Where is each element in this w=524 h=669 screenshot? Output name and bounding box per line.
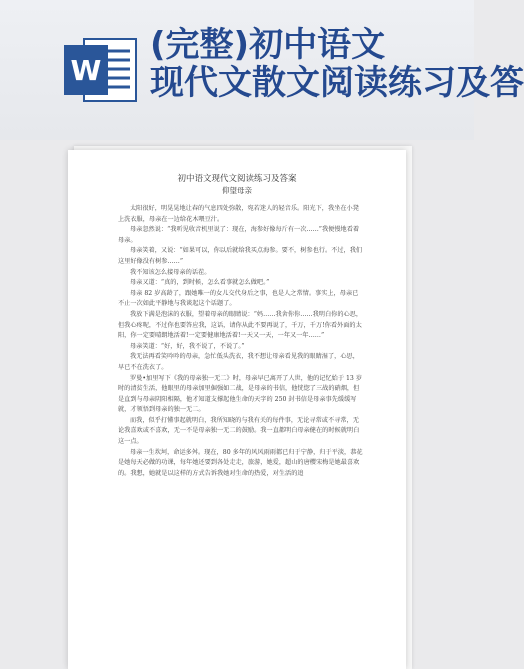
document-body (118, 204, 364, 479)
banner-title (150, 25, 524, 103)
paragraph: 而我，似乎打懂事起就明白，我所知晓的与我有关的每件事，无论寻常或不寻常，无论我喜欢或不喜欢，无一不是母亲独一无二的鼓励。我一直都明白母亲健在的时候就明白这一点。 (118, 416, 360, 446)
cover-banner (0, 0, 524, 140)
paragraph: 母亲 82 岁高龄了，跟她唯一的女儿交代身后之事，也是人之常情。事实上，母亲已不止一次如此平静地与我谈起这个话题了。 (118, 289, 359, 308)
paragraph: 太阳很好，明晃晃地让春的气息四处弥散，宛若迷人的轻音乐。阳光下，我坐在小凳上洗衣服，母亲在一边给花木喂豆汁。 (118, 205, 359, 223)
word-document-icon (62, 35, 140, 105)
banner-title-line-2: 现代文散文阅读练习及答 (150, 63, 524, 103)
paragraph: 我放下满是泡沫的衣服，望着母亲的眼睛说：“妈……我舍你你……我明白你的心思，但我心疼呢，不过你也要答应我，这话，请你从此不要再说了，千万，千万!你看外面的太阳，你一定要晴朗地活着!一定要健康地活着!一天又一天，一年又一年……” (118, 310, 363, 340)
paragraph: 母亲笑着，又说：“如果可以，你以后就给我买点海参。要不，树参也行。不过，我们这里好像没有树参……” (118, 247, 363, 265)
document-subtitle: 仰望母亲 (222, 186, 252, 195)
paragraph: 母亲忽然说：“我听见收音机里说了：现在，海参好像每斤有一次……”我便慢地看着母亲。 (118, 226, 360, 244)
paragraph: 母亲又道：“真的，到时候，怎么看事就怎么做吧。” (130, 279, 270, 287)
paragraph: 我无法再看笑吟吟的母亲，急忙低头洗衣，我不想让母亲看见我的眼睛湿了，心思，早已不在洗衣了。 (118, 353, 359, 371)
document-page (68, 150, 406, 669)
paragraph: 我不知该怎么接母亲的话茬。 (130, 268, 211, 276)
svg-text:W: W (70, 54, 102, 87)
document-title: 初中语文现代文阅读练习及答案 (177, 174, 297, 184)
banner-title-line-1: (完整)初中语文 (150, 25, 386, 65)
paragraph: 母亲笑道：“好，好，我不说了，不说了。” (130, 342, 245, 350)
paragraph: 母亲一生坎坷，命运多舛。现在，80 多年的风风雨雨都已归于宁静，归于平淡，恭花是她每天必做的功课，每年她还要到各处走走，旅游，她爱，超山的唐樱宋梅是她最喜欢的。我想，她就是以这样的方式告诉我她对生命的热爱，对生活的追 (118, 448, 363, 477)
paragraph: 罗曼•加里写下《我的母亲独一无二》时，母亲早已离开了人世，他的记忆始于 13 岁时的清贫生活，他眼里的母亲加里倔强如二战，是母亲的书信，他恍惚了三战的硝烟，但是直到与母亲阴阳相隔，他才知道支撑起他生命的天字的 250 封书信是母亲事先缓缓写就，才领悟到母亲的独一无二。 (118, 374, 363, 414)
